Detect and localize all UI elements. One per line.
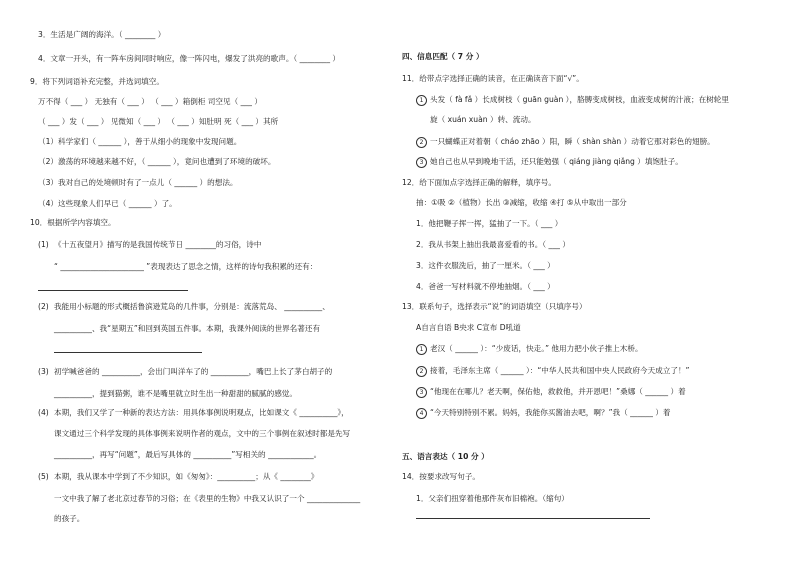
q9-row-1: 万不得（ ___ ） 无独有（ ___ ） （ ___ ）箱倒柜 司空见（ ___ ） bbox=[38, 97, 262, 106]
q10-5-line-a: 本期，我从课本中学到了不少知识，如《匆匆》：__________；从《 ________》 bbox=[54, 472, 319, 481]
q13-options: A自言自语 B央求 C宣布 D吼道 bbox=[416, 323, 521, 332]
q10-title: 10．根据所学内容填空。 bbox=[30, 218, 116, 227]
q10-4-line-b: 课文通过三个科学发现的具体事例来说明作者的观点，文中的三个事例在叙述时都是先写 bbox=[54, 429, 351, 438]
q10-marker-3: (3) bbox=[38, 367, 49, 376]
q11-item-1-line-b: 旋（ xuán xuàn ）转、流动。 bbox=[430, 115, 536, 124]
q10-2-answer-line bbox=[54, 352, 202, 353]
q10-1-line-a: 《十五夜望月》描写的是我国传统节日 ________的习俗，诗中 bbox=[54, 240, 262, 249]
q11-item-1-line-a: 头发（ fà fǎ ）长成树枝（ guān guàn ），胳膊变成树枝，血液变成树的汁液；在树轮里 bbox=[430, 95, 729, 104]
q10-marker-5: (5) bbox=[38, 472, 49, 481]
q9-sentence-1: （1）科学家们（ ______ ），善于从细小的现象中发现问题。 bbox=[38, 137, 242, 146]
q11-item-3-marker: 3 bbox=[416, 157, 430, 168]
q13-item-1: 老汉（ ______ ）：“少废话，快走。” 他用力把小伙子推上木桥。 bbox=[430, 344, 643, 353]
q9-title: 9．将下列词语补充完整，并选词填空。 bbox=[30, 77, 164, 86]
section-5-heading: 五、语言表达（ 10 分 ） bbox=[402, 452, 489, 461]
q10-4-line-a: 本期，我们又学了一种新的表达方法：用具体事例说明观点，比如课文《 __________》， bbox=[54, 408, 349, 417]
q9-sentence-2: （2）激荡的环境越来越不好，（ ______ ），竟问也遭到了环境的破坏。 bbox=[38, 157, 276, 166]
q13-item-2: 接着，毛泽东主席（ ______ ）：“中华人民共和国中央人民政府今天成立了！” bbox=[430, 366, 690, 375]
q13-item-3-marker: 3 bbox=[416, 387, 430, 398]
q12-options: 抽：①吸 ②（植物）长出 ③减缩，收缩 ④打 ⑤从中取出一部分 bbox=[416, 198, 627, 207]
q13-item-3: “他现在在哪儿？老天啊，保佑他，救救他，并开恩吧！”桑娜（ ______ ）着 bbox=[430, 387, 686, 396]
q14-title: 14．按要求改写句子。 bbox=[402, 472, 481, 481]
q12-item-2: 2．我从书架上抽出我最喜爱看的书。（ ___ ） bbox=[416, 240, 570, 249]
q10-marker-1: (1) bbox=[38, 240, 49, 249]
q13-title: 13．联系句子，选择表示“说”的词语填空（只填序号） bbox=[402, 302, 587, 311]
q10-marker-4: (4) bbox=[38, 408, 49, 417]
q10-1-answer-line bbox=[38, 290, 188, 291]
q10-5-line-b: 一文中我了解了老北京过春节的习俗；在《表里的生物》中我又认识了一个 ______________ bbox=[54, 494, 361, 503]
q10-2-line-b: __________、我“星期五”和回到英国五件事。本期，我课外阅读的世界名著还有 bbox=[54, 324, 321, 333]
q10-2-line-a: 我能用小标题的形式概括鲁滨逊荒岛的几件事，分别是：流落荒岛、 __________、 bbox=[54, 302, 330, 311]
q10-4-line-c: __________，再写“问题”，最后写具体的 __________”写相关的 ____________。 bbox=[54, 450, 322, 459]
q14-item-1-answer-line bbox=[416, 518, 650, 519]
q11-item-2-marker: 2 bbox=[416, 137, 430, 148]
q12-item-3: 3．这件衣服洗后，抽了一厘米。（ ___ ） bbox=[416, 261, 555, 270]
q10-5-line-c: 的孩子。 bbox=[54, 514, 85, 523]
q11-title: 11．给带点字选择正确的读音，在正确读音下面“√”。 bbox=[402, 74, 584, 83]
q11-item-3: 她自己也从早到晚地干活，还只能勉强（ qiáng jiàng qiǎng ）填饱肚子。 bbox=[430, 157, 683, 166]
section-4-heading: 四、信息匹配（ 7 分 ） bbox=[402, 52, 484, 61]
q8-item-3: 3．生活是广阔的海洋。（ ________ ） bbox=[38, 30, 166, 39]
q12-title: 12．给下面加点字选择正确的解释，填序号。 bbox=[402, 178, 556, 187]
q12-item-4: 4．爸爸一写材料就不停地抽烟。（ ___ ） bbox=[416, 282, 555, 291]
q9-sentence-3: （3）我对自己的处境顿时有了一点儿（ ______ ）的想法。 bbox=[38, 178, 238, 187]
q14-item-1: 1．父亲们扭穿着他那件灰布旧棉袍。（缩句） bbox=[416, 494, 569, 503]
q10-marker-2: (2) bbox=[38, 302, 49, 311]
q10-3-line-b: __________，提到猫粥，谁不是嘴里就立时生出一种甜甜的腻腻的感觉。 bbox=[54, 389, 297, 398]
q13-item-1-marker: 1 bbox=[416, 344, 430, 355]
q13-item-4: “今天特别特别不累。妈妈，我能你买酱油去吧，啊？”我（ ______ ）着 bbox=[430, 408, 671, 417]
q9-row-2: （ ___ ）发（ ___ ） 见微知（ ___ ） （ ___ ）知肚明 死（ ___ ）其所 bbox=[38, 117, 279, 126]
q13-item-4-marker: 4 bbox=[416, 408, 430, 419]
q8-item-4: 4．文章一开头，有一阵车房间同时响应，像一阵闪电，爆发了洪亮的歌声。（ ________ ） bbox=[38, 54, 341, 63]
q10-1-line-b: “ ______________________ ”表现表达了思念之情，这样的诗句我积累的还有： bbox=[54, 262, 318, 271]
q11-item-1-marker: 1 bbox=[416, 95, 430, 106]
q10-3-line-a: 初学喊爸爸的 __________，会出门叫洋车了的 __________，嘴巴上长了茅白胡子的 bbox=[54, 367, 333, 376]
q13-item-2-marker: 2 bbox=[416, 366, 430, 377]
q9-sentence-4: （4）这些现象人们早已（ ______ ）了。 bbox=[38, 199, 177, 208]
q12-item-1: 1．他把鞭子挥一挥，猛抽了一下。（ ___ ） bbox=[416, 219, 563, 228]
q11-item-2: 一只蝴蝶正对着朝（ cháo zhāo ）阳，瞬（ shàn shàn ）动着它那对彩色的翅膀。 bbox=[430, 137, 715, 146]
